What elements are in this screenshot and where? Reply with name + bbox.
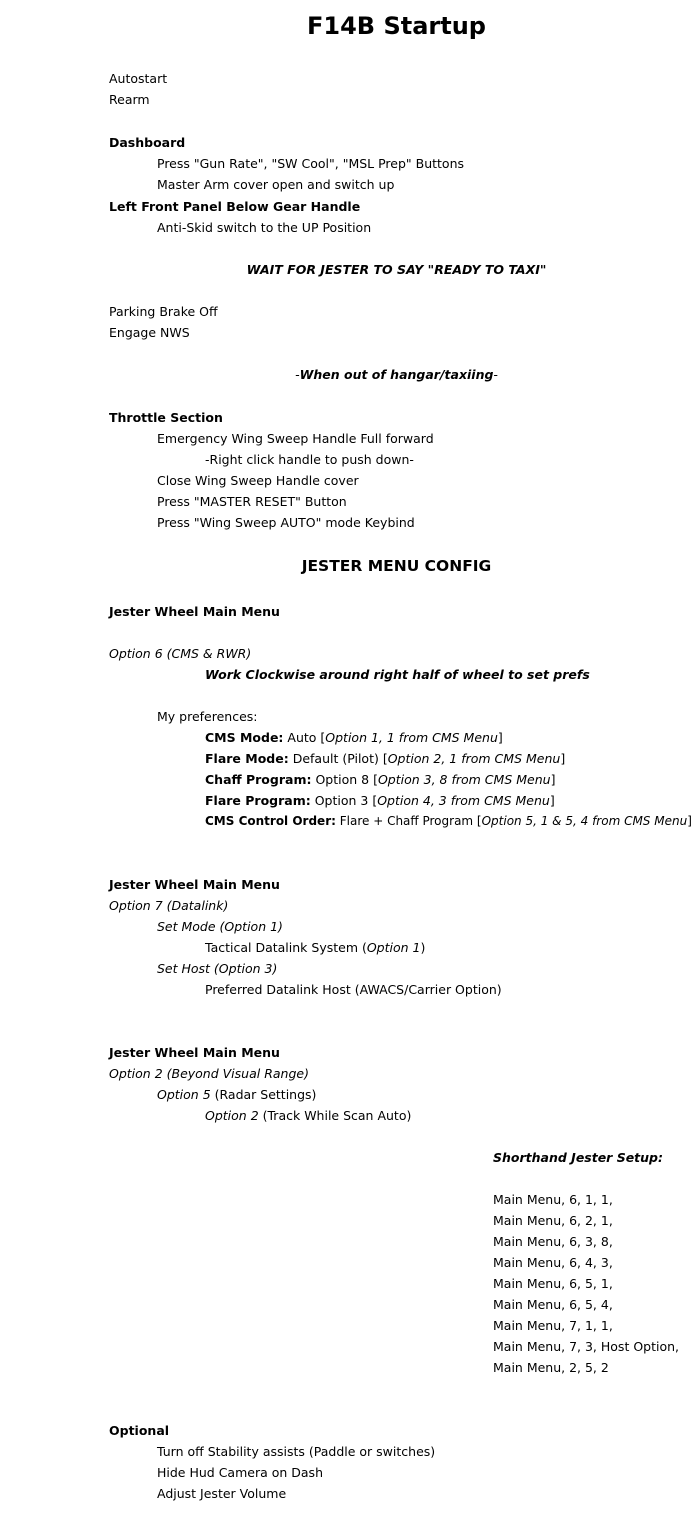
throttle-heading: Throttle Section	[109, 410, 223, 425]
shorthand-line: Main Menu, 6, 2, 1,	[493, 1213, 613, 1228]
shorthand-line: Main Menu, 7, 3, Host Option,	[493, 1339, 680, 1354]
shorthand-line: Main Menu, 6, 4, 3,	[493, 1255, 613, 1270]
shorthand-line: Main Menu, 6, 5, 1,	[493, 1276, 613, 1291]
pref-option: Option 2, 1 from CMS Menu	[387, 751, 561, 766]
pref-label: CMS Mode:	[205, 730, 284, 745]
datalink-option: Option 7 (Datalink)	[109, 898, 229, 913]
pref-line	[205, 769, 555, 790]
throttle-item: Emergency Wing Sweep Handle Full forward	[157, 431, 434, 446]
pref-value: Option 8 [	[311, 772, 378, 787]
set-host-line: Set Host (Option 3)	[157, 961, 278, 976]
tds-option: Option 1	[366, 940, 421, 955]
pref-line	[205, 727, 503, 748]
tds-end: )	[420, 940, 426, 955]
throttle-item: Close Wing Sweep Handle cover	[157, 473, 359, 488]
pref-value: Option 3 [	[310, 793, 378, 808]
pref-end: ]	[560, 751, 566, 766]
bvr-option: Option 2 (Beyond Visual Range)	[109, 1066, 309, 1081]
ground-item: Engage NWS	[109, 325, 190, 340]
ground-item: Parking Brake Off	[109, 304, 218, 319]
shorthand-line: Main Menu, 6, 5, 4,	[493, 1297, 613, 1312]
pref-end: ]	[497, 730, 503, 745]
tws-line	[205, 1105, 411, 1126]
cms-note: Work Clockwise around right half of wheel to set prefs	[205, 667, 590, 682]
pref-label: Flare Program:	[205, 793, 311, 808]
tds-text: Tactical Datalink System (	[205, 940, 367, 955]
radar-option: Option 5	[157, 1087, 211, 1102]
pref-label: CMS Control Order:	[205, 814, 336, 828]
tws-option-desc: (Track While Scan Auto)	[258, 1108, 412, 1123]
pref-end: ]	[687, 814, 692, 828]
pref-label: Chaff Program:	[205, 772, 312, 787]
wait-note: WAIT FOR JESTER TO SAY "READY TO TAXI"	[246, 262, 547, 277]
shorthand-line: Main Menu, 7, 1, 1,	[493, 1318, 613, 1333]
optional-item: Turn off Stability assists (Paddle or switches)	[157, 1444, 436, 1459]
shorthand-line: Main Menu, 6, 3, 8,	[493, 1234, 613, 1249]
taxi-note-dash: -	[295, 367, 300, 382]
optional-item: Adjust Jester Volume	[157, 1486, 287, 1501]
radar-settings-line	[157, 1084, 316, 1105]
dashboard-item: Master Arm cover open and switch up	[157, 177, 395, 192]
page-title: F14B Startup	[307, 12, 486, 40]
rearm-line: Rearm	[109, 92, 150, 107]
dashboard-heading: Dashboard	[109, 135, 186, 150]
shorthand-heading: Shorthand Jester Setup:	[493, 1150, 664, 1165]
jester-menu-heading: Jester Wheel Main Menu	[109, 604, 280, 619]
tds-line	[205, 937, 425, 958]
pref-end: ]	[549, 793, 555, 808]
pref-value: Default (Pilot) [	[288, 751, 388, 766]
taxi-note-text: When out of hangar/taxiing	[299, 367, 494, 382]
set-mode-line: Set Mode (Option 1)	[157, 919, 283, 934]
optional-heading: Optional	[109, 1423, 170, 1438]
taxi-note-dash: -	[493, 367, 498, 382]
jester-menu-heading: Jester Wheel Main Menu	[109, 877, 280, 892]
preferences-label: My preferences:	[157, 709, 258, 724]
pref-line	[205, 790, 555, 811]
throttle-item: Press "Wing Sweep AUTO" mode Keybind	[157, 515, 415, 530]
pref-value: Flare + Chaff Program [	[335, 814, 482, 828]
optional-item: Hide Hud Camera on Dash	[157, 1465, 323, 1480]
throttle-item: Press "MASTER RESET" Button	[157, 494, 347, 509]
pref-value: Auto [	[283, 730, 326, 745]
autostart-line: Autostart	[109, 71, 168, 86]
pref-option: Option 1, 1 from CMS Menu	[325, 730, 498, 745]
jester-config-heading: JESTER MENU CONFIG	[301, 557, 492, 575]
taxi-note	[0, 364, 700, 385]
pref-option: Option 3, 8 from CMS Menu	[377, 772, 551, 787]
pref-line	[205, 748, 565, 769]
throttle-subitem: -Right click handle to push down-	[205, 452, 414, 467]
radar-option-desc: (Radar Settings)	[210, 1087, 317, 1102]
shorthand-line: Main Menu, 6, 1, 1,	[493, 1192, 613, 1207]
jester-menu-heading: Jester Wheel Main Menu	[109, 1045, 280, 1060]
pref-label: Flare Mode:	[205, 751, 289, 766]
left-front-heading: Left Front Panel Below Gear Handle	[109, 199, 361, 214]
cms-option: Option 6 (CMS & RWR)	[109, 646, 252, 661]
host-line: Preferred Datalink Host (AWACS/Carrier Option)	[205, 982, 502, 997]
pref-option: Option 4, 3 from CMS Menu	[377, 793, 550, 808]
tws-option: Option 2	[205, 1108, 259, 1123]
left-front-item: Anti-Skid switch to the UP Position	[157, 220, 372, 235]
pref-option: Option 5, 1 & 5, 4 from CMS Menu	[481, 814, 688, 828]
pref-line	[205, 811, 692, 832]
shorthand-line: Main Menu, 2, 5, 2	[493, 1360, 609, 1375]
pref-end: ]	[550, 772, 556, 787]
dashboard-item: Press "Gun Rate", "SW Cool", "MSL Prep" Buttons	[157, 156, 465, 171]
